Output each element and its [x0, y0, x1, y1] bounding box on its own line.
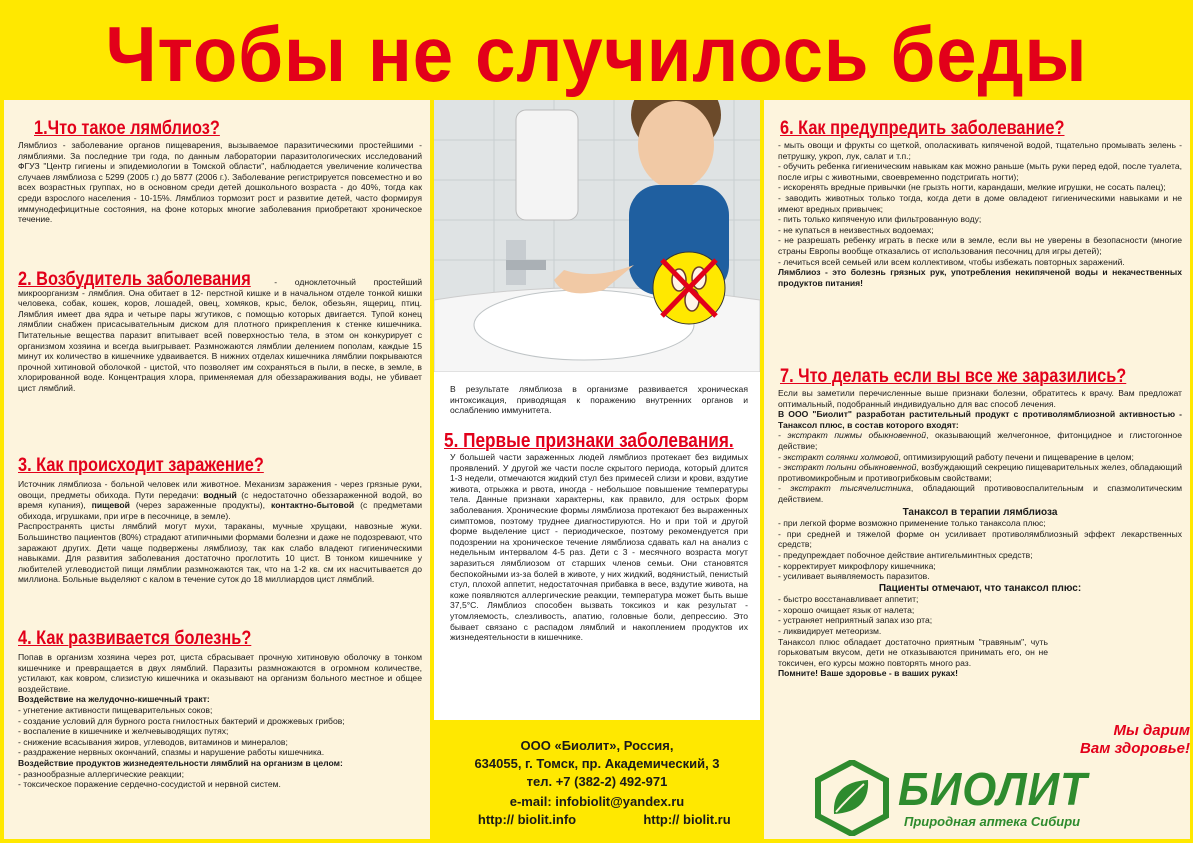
section2-heading: 2. Возбудитель заболевания: [18, 269, 251, 290]
section7-heading: 7. Что делать если вы все же заразились?: [780, 366, 1127, 387]
logo-name: БИОЛИТ: [898, 763, 1088, 815]
section4-heading: 4. Как развивается болезнь?: [18, 628, 252, 649]
site-link-2[interactable]: http:// biolit.ru: [643, 812, 731, 827]
page-title: Чтобы не случилось беды: [105, 10, 1088, 98]
section4-body: Попав в организм хозяина через рот, циста сбрасывает прочную хитиновую оболочку в тонком кишечнике и превращается в двух лямблий. Паразиты размножаются в огромном количестве, устилают, как ковром, слизистую кишечника и оказывают на организм больного местное и общее воздействие. Воздействие на желудочно-кишечный тракт: - угнетение активности пищеварительных соков; - создание условий для бурного роста гнилостных бактерий и дрожжевых грибов; - воспаление в кишечнике и желчевыводящих путях; - снижение всасывания жиров, углеводов, витаминов и минералов; - раздражение нервных окончаний, спазмы и нарушение работы кишечника. Воздействие продуктов жизнедеятельности лямблий на организм в целом: - разнообразные аллергические реакции; - токсическое поражение сердечно-сосудистой и нервной систем.: [18, 652, 422, 790]
company-address: 634055, г. Томск, пр. Академический, 3: [474, 756, 720, 771]
section7-sub2: Пациенты отмечают, что танаксол плюс:: [878, 582, 1082, 594]
section7-final: Помните! Ваше здоровье - в ваших руках!: [778, 668, 959, 679]
section1-heading: 1.Что такое лямблиоз?: [34, 118, 220, 139]
section7-body: Если вы заметили перечисленные выше признаки болезни, обратитесь к врачу. Вам предложат оптимальный, подобранный индивидуально для вас способ лечения. В ООО "Биолит" разработан растительный продукт с противолямблиозной активностью - Танаксол плюс, в состав которого входят: - экстракт пижмы обыкновенной, оказывающий желчегонное, фитонцидное и глистогонное действие; - экстракт солянки холмовой, оптимизирующий работу печени и пищеварение в целом; - экстракт полыни обыкновенной, возбуждающий секрецию пищеварительных желез, обладающий противомикробным и противогрибковым свойствами; - экстракт тысячелистника, обладающий противовоспалительным и спазмолитическим действием. Танаксол в терапии лямблиоза - при легкой форме возможно применение только танаксола плюс; - при средней и тяжелой форме он усиливает противолямблиозный эффект лекарственных средств; - предупреждает побочное действие антигельминтных средств; - корректирует микрофлору кишечника; - усиливает выявляемость паразитов. Пациенты отмечают, что танаксол плюс: - быстро восстанавливает аппетит; - хорошо очищает язык от налета; - устраняет неприятный запах изо рта; - ликвидирует метеоризм. Танаксол плюс обладает достаточно приятным "травяным", чуть горьковатым вкусом, дети не отказываются принимать его, он не токсичен, его курсы можно повторять много раз. Помните! Ваше здоровье - в ваших руках!: [778, 388, 1182, 679]
left-column: [4, 100, 430, 839]
company-name: ООО «Биолит», Россия,: [520, 738, 674, 753]
middle-column: [434, 100, 760, 720]
leaf-logo-icon: [812, 760, 892, 836]
biolit-logo: [812, 760, 1192, 838]
section2-body: - одноклеточный простейший микроорганизм - лямблия. Она обитает в 12- перстной кишке и в начальном отделе тонкой кишки человека, собак, кошек, коров, лошадей, овец, хомяков, крыс, белок, обезьян, ящериц, птиц. Лямблия имеет два ядра и четыре пары жгутиков, с помощью которых двигается. Тупой конец лямблии снабжен присасывательным диском для плотного прикрепления к стенке кишечника. Питательные вещества паразит впитывает всей поверхностью тела, в этом он конкурирует с организмом хозяина и всегда выигрывает. Размножаются лямблии делением пополам, каждые 15 минут их количество в кишечнике удваивается. В нижних отделах кишечника лямблии покрываются прочной хитиновой оболочкой - цистой, что позволяет им сохраняться в пыли, в песке, в земле, в хлорированной воде. Концентрация хлора, применяемая для обеззараживания воды, не убивает цист лямблий.: [18, 277, 422, 393]
section5-body: У большей части зараженных людей лямблиоз протекает без видимых проявлений. У другой же части после скрытого периода, который длится 1-3 недели, отмечаются жидкий стул без примесей слизи и крови, вздутие живота, отрыжка и рвота, иногда - небольшое повышение температуры тела. Данные признаки характерны, как правило, для острых форм заболевания. Хронические формы лямблиоза протекают без выраженных симптомов, поэтому труднее диагностируются. Но и при той и другой форме выделение цист - периодическое, поэтому рекомендуется при подозрении на хроническое течение лямблиоза сдавать кал на анализ с недельным интервалом 4-5 раз. Дети с 3 - месячного возраста могут заразиться лямблиозом от старших членов семьи. Они становятся беспокойными из-за болей в животе, у них жидкий, водянистый, пенистый стул, плохой аппетит, недостаточная прибавка в весе, вздутие живота, на коже появляются аллергические реакции, температура может быть выше 37,5°С. Лямблиоз способен вызвать токсикоз и как результат - утомляемость, слезливость, апатию, головные боли, депрессию. Это бывает связано с распадом лямблий и накоплением продуктов их жизнедеятельности в кишечнике.: [450, 452, 748, 643]
section5-heading: 5. Первые признаки заболевания.: [444, 430, 734, 452]
child-washing-hands-photo: [434, 100, 760, 372]
slogan: Мы дарим Вам здоровье!: [1080, 722, 1190, 757]
site-link-1[interactable]: http:// biolit.info: [477, 812, 577, 827]
section6-heading: 6. Как предупредить заболевание?: [780, 118, 1065, 139]
section2-block: [18, 269, 422, 394]
contact-box: [434, 722, 760, 839]
intoxication-text: В результате лямблиоза в организме развивается хроническая интоксикация, приводящая к поражению внутренних органов и ослаблению иммунитета.: [450, 384, 748, 416]
section3-heading: 3. Как происходит заражение?: [18, 455, 264, 476]
section6-list: - мыть овощи и фрукты со щеткой, ополаскивать кипяченой водой, тщательно промывать зелень - петрушку, укроп, лук, салат и т.п.; - обучить ребенка гигиеническим навыкам как можно раньше (мыть руки перед едой, после туалета, после игры с животными, своевременно подстригать ногти); - искоренять вредные привычки (не грызть ногти, карандаши, мелкие игрушки, не сосать палец); - заводить животных только тогда, когда дети в доме овладеют гигиеническими навыками и не имеют вредных привычек; - пить только кипяченую или фильтрованную воду; - не купаться в неизвестных водоемах; - не разрешать ребенку играть в песке или в земле, если вы не уверены в безопасности (многие страны Европы вообще отказались от использования песочниц для игры детей); - лечиться всей семьей или всем коллективом, чтобы избежать повторных заражений. Лямблиоз - это болезнь грязных рук, употребления некипяченой воды и некачественных продуктов питания!: [778, 140, 1182, 288]
company-email[interactable]: e-mail: infobiolit@yandex.ru: [509, 794, 685, 809]
section1-body: Лямблиоз - заболевание органов пищеварения, вызываемое паразитическими простейшими - лямблиями. За последние три года, по данным лаборатории паразитологических исследований ФГУЗ "Центр гигиены и эпидемиологии в Томской области", наблюдается увеличение количества случаев лямблиоза с 5299 (2005 г.) до 5877 (2006 г.). Заболевание регистрируется повсеместно и во всех возрастных группах, но в основном среди детей дошкольного возраста - до 40%, тогда как среди взрослого населения - 10-15%. Лямблиоз тормозит рост и развитие детей, часто формируя иммунодефицитные состояния, на фоне которых многие заболевания приобретают хроническое течение.: [18, 140, 422, 225]
section4-sub1: Воздействие на желудочно-кишечный тракт:: [18, 694, 210, 705]
section7-sub1: Танаксол в терапии лямблиоза: [902, 506, 1058, 518]
section4-sub2: Воздействие продуктов жизнедеятельности лямблий на организм в целом:: [18, 757, 343, 768]
company-phone: тел. +7 (382-2) 492-971: [526, 774, 668, 789]
logo-tagline: Природная аптека Сибири: [904, 814, 1081, 829]
section6-conclusion: Лямблиоз - это болезнь грязных рук, употребления некипяченой воды и некачественных продуктов питания!: [778, 267, 1182, 288]
section3-body: Источник лямблиоза - больной человек или животное. Механизм заражения - через грязные руки, овощи, предметы обихода. Пути передачи: водный (с недостаточно обеззараженной водой, во время купания), пищевой (через зараженные продукты), контактно-бытовой (с предметами обихода, игрушками, при игре в песочнице, в земле). Распространять цисты лямблий могут мухи, тараканы, мучные хрущаки, навозные жуки. Большинство пациентов (80%) страдают атипичными формами болезни и даже не подозревают, что заражают других. Дети чаще подвержены лямблиозу, так как слабо владеют гигиеническими навыками. Для развития заболевания достаточно проглотить 10 цист. В тонком кишечнике у любителей углеводистой пищи лямблии размножаются так, что на 1-2 кв. см их насчитывается до миллиона. Больные выделяют с калом в течение суток до 18 миллиардов цист лямблий.: [18, 479, 423, 585]
